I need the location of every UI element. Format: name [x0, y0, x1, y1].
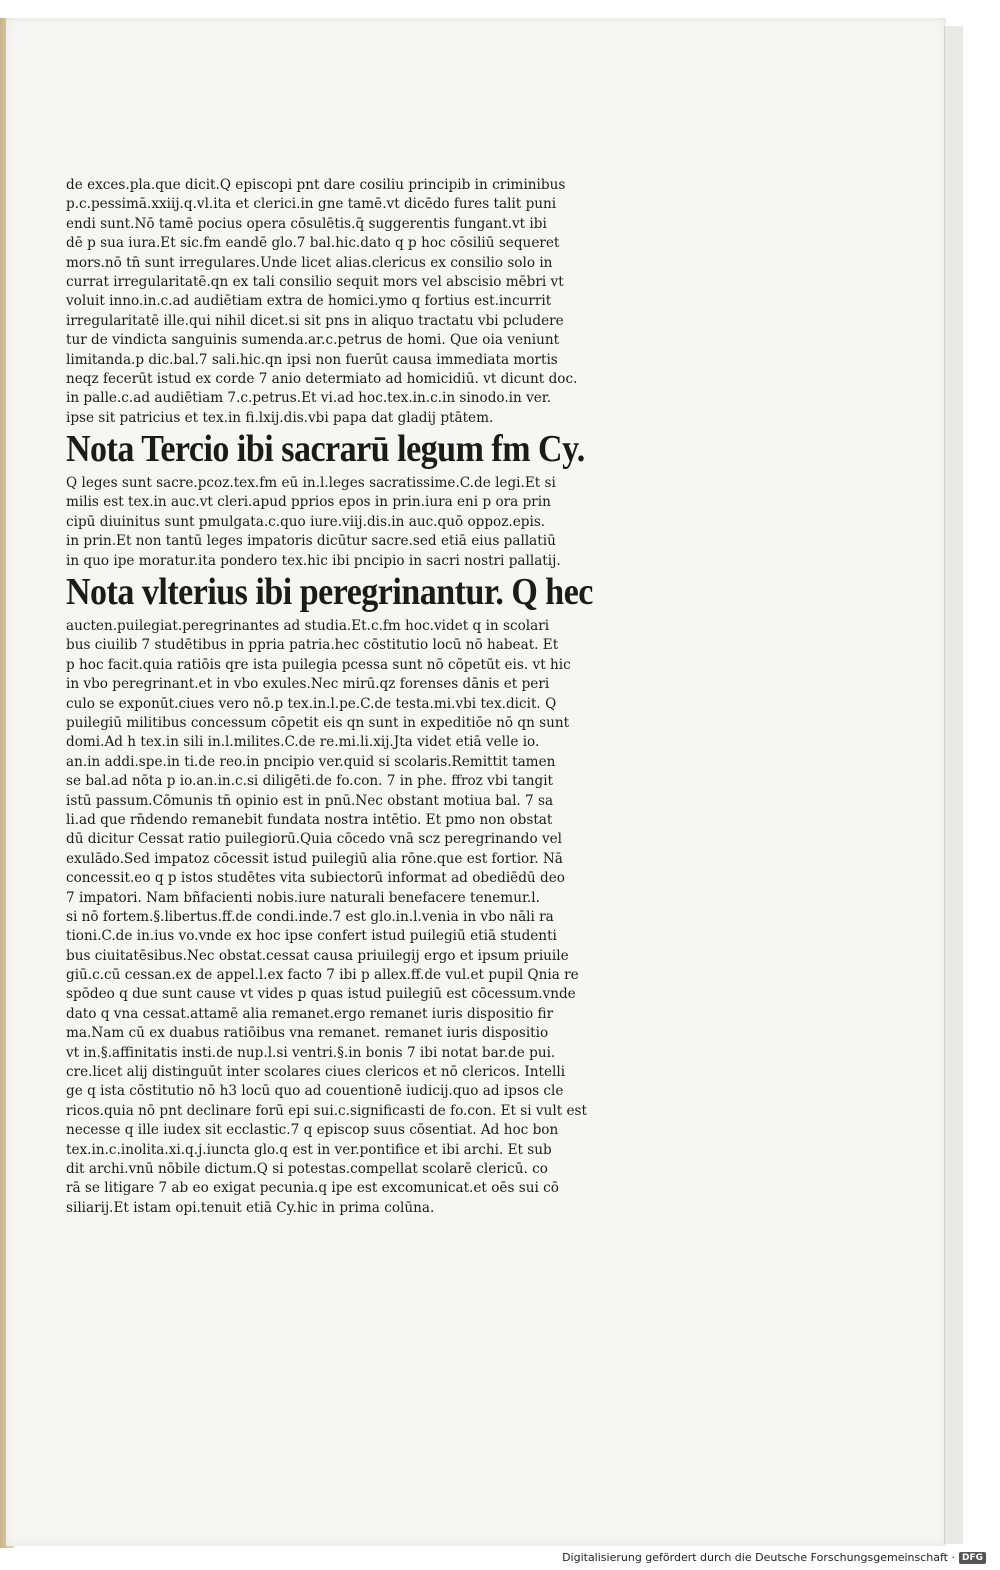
text-line: voluit inno.in.c.ad audiētiam extra de homici.ymo q fortius est.incurrit	[66, 293, 552, 310]
footer-credit-text: Digitalisierung gefördert durch die Deutsche Forschungsgemeinschaft ·	[562, 1551, 955, 1564]
text-line: tex.in.c.inolita.xi.q.j.iuncta glo.q est in ver.pontifice et ibi archi. Et sub	[66, 1141, 552, 1158]
paragraph-3	[66, 617, 650, 1218]
text-line: ma.Nam cū ex duabus ratiōibus vna remanet. remanet iuris dispositio	[66, 1025, 549, 1042]
text-line: ipse sit patricius et tex.in fi.lxij.dis.vbi papa dat gladij ptātem.	[66, 409, 494, 426]
text-line: 7 impatori. Nam bñfacienti nobis.iure naturali benefacere tenemur.l.	[66, 889, 540, 906]
text-line: siliarij.Et istam opi.tenuit etiā Cy.hic in prima colūna.	[66, 1199, 435, 1216]
heading-nota-tercio: Nota Tercio ibi sacrarū legum fm Cy.	[66, 428, 585, 471]
text-line: si nō fortem.§.libertus.ff.de condi.inde.7 est glo.in.l.venia in vbo nāli ra	[66, 908, 554, 925]
text-line: spōdeo q due sunt cause vt vides p quas istud puilegiū est cōcessum.vnde	[66, 986, 576, 1003]
text-line: necesse q ille iudex sit ecclastic.7 q episcop suus cōsentiat. Ad hoc bon	[66, 1122, 559, 1139]
text-line: an.in addi.spe.in ti.de reo.in pncipio ver.quid si scolaris.Remittit tamen	[66, 753, 556, 770]
text-line: endi sunt.Nō tamē pocius opera cōsulētis.q̄ suggerentis fungant.vt ibi	[66, 215, 547, 232]
text-line: rā se litigare 7 ab eo exigat pecunia.q ipe est excomunicat.et oēs sui cō	[66, 1180, 559, 1197]
text-line: in palle.c.ad audiētiam 7.c.petrus.Et vi.ad hoc.tex.in.c.in sinodo.in ver.	[66, 390, 552, 407]
footer-credit	[562, 1551, 986, 1564]
text-line: dit archi.vnū nōbile dictum.Q si potestas.compellat scolarē clericū. co	[66, 1160, 548, 1177]
text-line: de exces.pla.que dicit.Q episcopi pnt dare cosiliu principib in criminibus	[66, 177, 566, 193]
text-line: in vbo peregrinant.et in vbo exules.Nec mirū.qz forenses dānis et peri	[66, 676, 550, 693]
text-line: bus ciuitatēsibus.Nec obstat.cessat causa priuilegij ergo et ipsum priuile	[66, 947, 569, 964]
text-line: irregularitatē ille.qui nihil dicet.si sit pns in aliquo tractatu vbi pcludere	[66, 312, 564, 329]
text-line: tur de vindicta sanguinis sumenda.ar.c.petrus de homi. Que oia veniunt	[66, 332, 560, 349]
text-line: p hoc facit.quia ratiōis qre ista puilegia pcessa sunt nō cōpetūt eis. vt hic	[66, 656, 571, 673]
text-column	[66, 176, 650, 1218]
text-line: bus ciuilib 7 studētibus in ppria patria.hec cōstitutio locū nō habeat. Et	[66, 637, 559, 654]
text-line: aucten.puilegiat.peregrinantes ad studia.Et.c.fm hoc.videt q in scolari	[66, 618, 550, 635]
dfg-logo: DFG	[959, 1552, 986, 1564]
text-line: p.c.pessimā.xxiij.q.vl.ita et clerici.in gne tamē.vt dicēdo fures talit puni	[66, 196, 557, 213]
text-line: li.ad que rn̄dendo remanebit fundata nostra intētio. Et pmo non obstat	[66, 811, 553, 828]
heading-nota-vlterius: Nota vlterius ibi peregrinantur. Q hec	[66, 571, 593, 614]
text-line: dato q vna cessat.attamē alia remanet.ergo remanet iuris dispositio fir	[66, 1005, 554, 1022]
paragraph-2	[66, 474, 650, 571]
text-line: mors.nō tn̄ sunt irregulares.Unde licet alias.clericus ex consilio solo in	[66, 254, 553, 271]
text-line: currat irregularitatē.qn ex tali consilio sequit mors vel abscisio mēbri vt	[66, 273, 564, 290]
text-line: concessit.eo q p istos studētes vita subiectorū informat ad obediēdū deo	[66, 870, 565, 887]
text-line: se bal.ad nōta p io.an.in.c.si diligēti.de fo.con. 7 in phe. ffroz vbi tangit	[66, 773, 554, 790]
text-line: dē p sua iura.Et sic.fm eandē glo.7 bal.hic.dato q p hoc cōsiliū sequeret	[66, 235, 560, 252]
text-line: milis est tex.in auc.vt cleri.apud pprios epos in prin.iura eni p ora prin	[66, 494, 551, 511]
text-line: tioni.C.de in.ius vo.vnde ex hoc ipse confert istud puilegiū etiā studenti	[66, 928, 557, 945]
page-fore-edge	[944, 26, 963, 1544]
text-line: in prin.Et non tantū leges impatoris dicūtur sacre.sed etiā eius pallatiū	[66, 533, 556, 550]
text-line: exulādo.Sed impatoz cōcessit istud puilegiū alia rōne.que est fortior. Nā	[66, 850, 563, 867]
text-line: giū.c.cū cessan.ex de appel.l.ex facto 7 ibi p allex.ff.de vul.et pupil Qnia re	[66, 967, 579, 984]
text-line: Q leges sunt sacre.pcoz.tex.fm eū in.l.leges sacratissime.C.de legi.Et si	[66, 475, 556, 492]
text-line: ricos.quia nō pnt declinare forū epi sui.c.significasti de fo.con. Et si vult est	[66, 1102, 587, 1119]
text-line: cipū diuinitus sunt pmulgata.c.quo iure.viij.dis.in auc.quō oppoz.epis.	[66, 513, 546, 530]
text-line: dū dicitur Cessat ratio puilegiorū.Quia cōcedo vnā scz peregrinando vel	[66, 831, 563, 848]
text-line: domi.Ad h tex.in sili in.l.milites.C.de re.mi.li.xij.Jta videt etiā velle io.	[66, 734, 540, 751]
text-line: limitanda.p dic.bal.7 sali.hic.qn ipsi non fuerūt causa immediata mortis	[66, 351, 558, 368]
text-line: in quo ipe moratur.ita pondero tex.hic ibi pncipio in sacri nostri pallatij.	[66, 552, 561, 569]
text-line: vt in.§.affinitatis insti.de nup.l.si ventri.§.in bonis 7 ibi notat bar.de pui.	[66, 1044, 556, 1061]
paragraph-1	[66, 176, 650, 428]
text-line: istū passum.Cōmunis tn̄ opinio est in pnū.Nec obstant motiua bal. 7 sa	[66, 792, 554, 809]
text-line: culo se exponūt.ciues vero nō.p tex.in.l.pe.C.de testa.mi.vbi tex.dicit. Q	[66, 695, 557, 712]
text-line: ge q ista cōstitutio nō h3 locū quo ad couentionē iudicij.quo ad ipsos cle	[66, 1083, 564, 1100]
text-line: neqz fecerūt istud ex corde 7 anio determiato ad homicidiū. vt dicunt doc.	[66, 370, 578, 387]
text-line: puilegiū militibus concessum cōpetit eis qn sunt in expeditiōe nō qn sunt	[66, 714, 570, 731]
text-line: cre.licet alij distinguūt inter scolares ciues clericos et nō clericos. Intelli	[66, 1064, 566, 1081]
